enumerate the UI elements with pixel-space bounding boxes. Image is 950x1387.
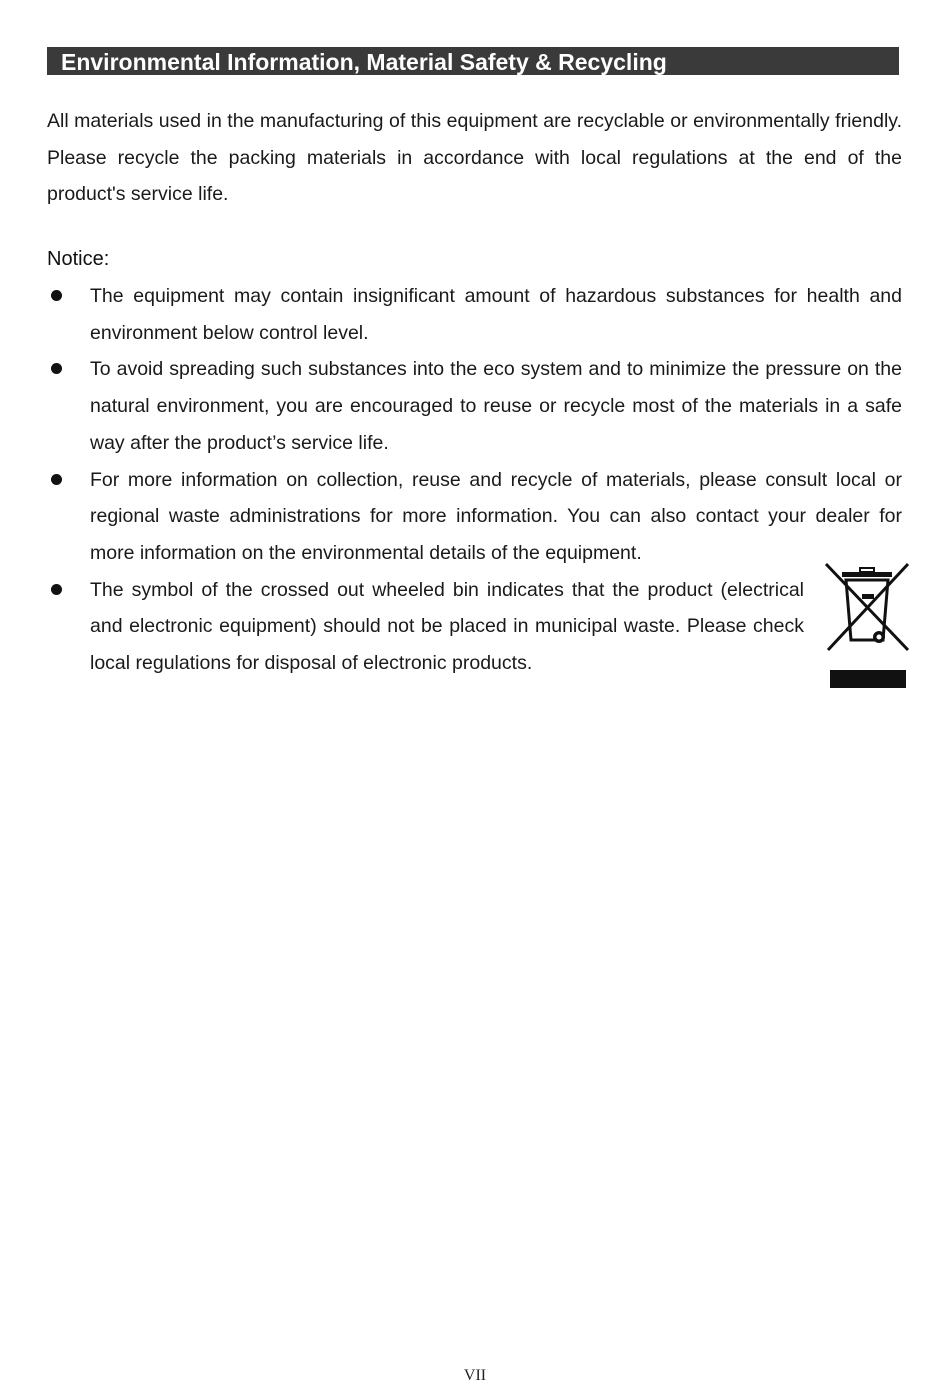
notice-item-text: For more information on collection, reuse and recycle of materials, please consult local or regional waste administrations for more information. You can also contact your dealer for more information on the environmental details of the equipment. <box>90 468 902 564</box>
notice-list <box>47 278 902 682</box>
intro-paragraph: All materials used in the manufacturing of this equipment are recyclable or environmentally friendly. Please recycle the packing materials in accordance with local regulations at the end of the product's service life. <box>47 110 902 206</box>
bullet-icon <box>51 474 62 485</box>
notice-item-text: To avoid spreading such substances into the eco system and to minimize the pressure on the natural environment, you are encouraged to reuse or recycle most of the materials in a safe way after the product’s service life. <box>90 358 902 454</box>
page-number: VII <box>463 1367 487 1384</box>
notice-item-text: The symbol of the crossed out wheeled bin indicates that the product (electrical and electronic equipment) should not be placed in municipal waste. Please check local regulations for disposal of electronic products. <box>90 578 804 675</box>
bullet-icon <box>51 363 62 374</box>
notice-item <box>47 351 902 461</box>
section-header-bar <box>47 47 899 75</box>
section-title: Environmental Information, Material Safety & Recycling <box>61 49 667 75</box>
notice-item <box>47 278 902 351</box>
notice-item <box>47 572 902 682</box>
bullet-icon <box>51 584 62 595</box>
notice-heading: Notice: <box>47 248 110 270</box>
crossed-out-wheeled-bin-icon <box>822 560 912 690</box>
bullet-icon <box>51 290 62 301</box>
notice-item <box>47 462 902 572</box>
notice-item-text: The equipment may contain insignificant amount of hazardous substances for health and environment below control level. <box>90 285 902 344</box>
